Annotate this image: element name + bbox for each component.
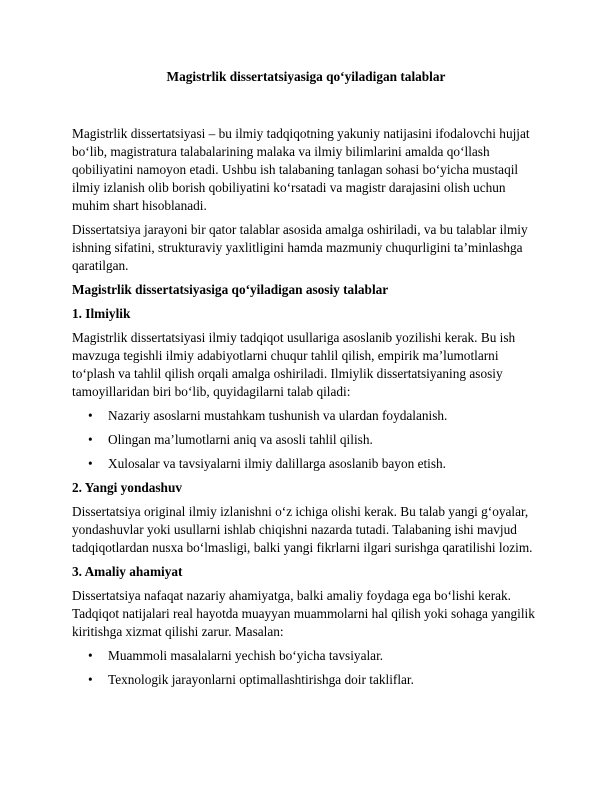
intro-paragraph-1: Magistrlik dissertatsiyasi – bu ilmiy tadqiqotning yakuniy natijasini ifodalovchi hujjat bo‘lib, magistratura talabalarining malaka va ilmiy bilimlarini amalda qo‘llash qobiliyatini namoyon etadi. Ushbu ish talabaning tanlagan sohasi bo‘yicha mustaqil ilmiy izlanish olib borish qobiliyatini ko‘rsatadi va magistr darajasini olish uchun muhim shart hisoblanadi.	[72, 126, 530, 213]
list-item-text: Texnologik jarayonlarni optimallashtirishga doir takliflar.	[108, 672, 414, 687]
list-item	[72, 407, 544, 425]
section-heading-amaliy-ahamiyat: 3. Amaliy ahamiyat	[72, 564, 183, 579]
list-item-text: Olingan ma’lumotlarni aniq va asosli tahlil qilish.	[108, 432, 373, 447]
list-item-text: Xulosalar va tavsiyalarni ilmiy dalillarga asoslanib bayon etish.	[108, 456, 447, 471]
bullet-icon: •	[88, 648, 93, 663]
bullet-icon: •	[88, 672, 93, 687]
bullet-icon: •	[88, 408, 93, 423]
list-item	[72, 671, 544, 689]
document-body	[72, 125, 544, 695]
document-title: Magistrlik dissertatsiyasiga qo‘yiladigan talablar	[166, 69, 446, 84]
bullet-list-amaliy-ahamiyat	[72, 647, 544, 689]
section-heading-ilmiylik: 1. Ilmiylik	[72, 306, 131, 321]
bullet-icon: •	[88, 456, 93, 471]
bullet-icon: •	[88, 432, 93, 447]
section-text-yangi-yondashuv: Dissertatsiya original ilmiy izlanishni o‘z ichiga olishi kerak. Bu talab yangi g‘oyalar, yondashuvlar yoki usullarni ishlab chiqishni nazarda tutadi. Talabaning ishi mavjud tadqiqotlardan nusxa bo‘lmasligi, balki yangi fikrlarni ilgari surishga qaratilishi lozim.	[72, 504, 533, 555]
main-heading: Magistrlik dissertatsiyasiga qo‘yiladigan asosiy talablar	[72, 282, 389, 297]
list-item	[72, 455, 544, 473]
bullet-list-ilmiylik	[72, 407, 544, 473]
section-heading-yangi-yondashuv: 2. Yangi yondashuv	[72, 480, 182, 495]
list-item-text: Muammoli masalalarni yechish bo‘yicha tavsiyalar.	[108, 648, 384, 663]
list-item	[72, 647, 544, 665]
intro-paragraph-2: Dissertatsiya jarayoni bir qator talablar asosida amalga oshiriladi, va bu talablar ilmiy ishning sifatini, strukturaviy yaxlitligini hamda mazmuniy chuqurligini ta’minlashga qaratilgan.	[72, 222, 528, 273]
list-item-text: Nazariy asoslarni mustahkam tushunish va ulardan foydalanish.	[108, 408, 448, 423]
section-text-amaliy-ahamiyat: Dissertatsiya nafaqat nazariy ahamiyatga, balki amaliy foydaga ega bo‘lishi kerak. Tadqiqot natijalari real hayotda muayyan muammolarni hal qilish yoki sohaga yangilik kiritishga xizmat qilishi zarur. Masalan:	[72, 588, 535, 639]
section-text-ilmiylik: Magistrlik dissertatsiyasi ilmiy tadqiqot usullariga asoslanib yozilishi kerak. Bu ish mavzuga tegishli ilmiy adabiyotlarni chuqur tahlil qilish, empirik ma’lumotlarni to‘plash va tahlil qilish orqali amalga oshiriladi. Ilmiylik dissertatsiyaning asosiy tamoyillaridan biri bo‘lib, quyidagilarni talab qiladi:	[72, 330, 516, 399]
list-item	[72, 431, 544, 449]
